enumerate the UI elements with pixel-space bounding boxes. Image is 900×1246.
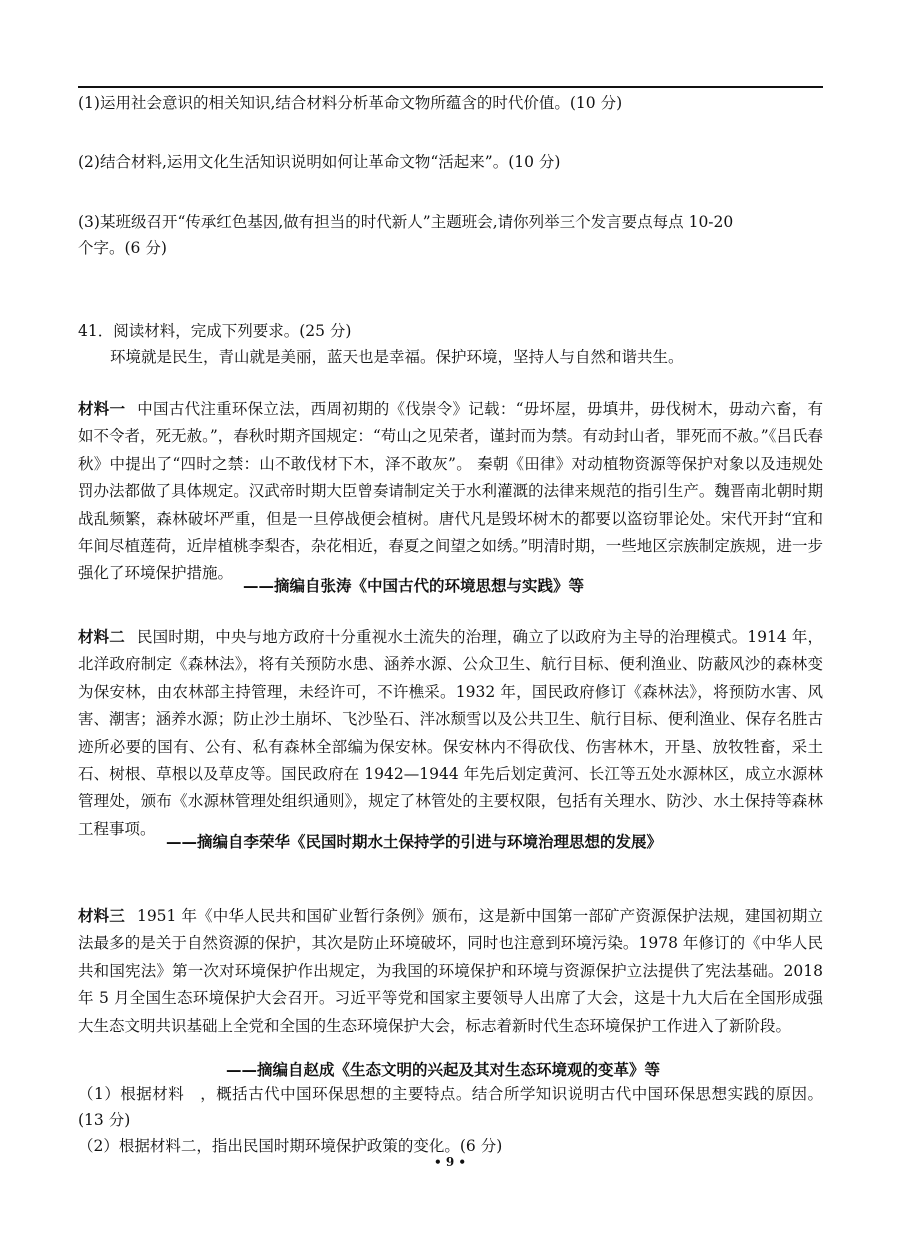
material-2-text: 民国时期，中央与地方政府十分重视水土流失的治理，确立了以政府为主导的治理模式。1914 年，北洋政府制定《森林法》，将有关预防水患、涵养水源、公众卫生、航行目标、便利渔业、防蔽风沙的森林变为保安林，由农林部主持管理，未经许可，不许樵采。1932 年，国民政府修订《森林法》，将预防水害、风害、潮害；涵养水源；防止沙土崩坏、飞沙坠石、泮冰颓雪以及公共卫生、航行目标、便利渔业、保存名胜古迹所必要的国有、公有、私有森林全部编为保安林。保安林内不得砍伐、伤害林木，开垦、放牧牲畜，采土石、树根、草根以及草皮等。国民政府在 1942—1944 年先后划定黄河、长江等五处水源林区，成立水源林管理处，颁布《水源林管理处组织通则》，规定了林管处的主要权限，包括有关理水、防沙、水土保持等森林工程事项。	[78, 628, 823, 838]
material-2-source: ——摘编自李荣华《民国时期水土保持学的引进与环境治理思想的发展》	[166, 833, 663, 851]
q40-item3-line2: 个字。(6 分)	[78, 239, 167, 257]
material-3	[78, 903, 823, 1040]
q41-question-1: （1）根据材料 ，概括古代中国环保思想的主要特点。结合所学知识说明古代中国环保思想实践的原因。(13 分)	[78, 1085, 823, 1129]
material-3-text: 1951 年《中华人民共和国矿业暂行条例》颁布，这是新中国第一部矿产资源保护法规，建国初期立法最多的是关于自然资源的保护，其次是防止环境破坏，同时也注意到环境污染。1978 年修订的《中华人民共和国宪法》第一次对环境保护作出规定，为我国的环境保护和环境与资源保护立法提供了宪法基础。2018 年 5 月全国生态环境保护大会召开。习近平等党和国家主要领导人出席了大会，这是十九大后在全国形成强大生态文明共识基础上全党和全国的生态环境保护大会，标志着新时代生态环境保护工作进入了新阶段。	[78, 907, 823, 1035]
q41-intro: 环境就是民生，青山就是美丽，蓝天也是幸福。保护环境，坚持人与自然和谐共生。	[110, 348, 684, 366]
q41-heading: 41．阅读材料，完成下列要求。(25 分)	[78, 322, 352, 340]
material-2-label: 材料二	[78, 628, 125, 646]
material-1-source: ——摘编自张涛《中国古代的环境思想与实践》等	[243, 577, 585, 595]
q40-item3-line1: (3)某班级召开“传承红色基因,做有担当的时代新人”主题班会,请你列举三个发言要点每点 10-20	[78, 213, 734, 231]
q41-question-2: （2）根据材料二，指出民国时期环境保护政策的变化。(6 分)	[78, 1137, 503, 1155]
material-1-label: 材料一	[78, 400, 126, 418]
material-3-label: 材料三	[78, 907, 125, 925]
material-3-source: ——摘编自赵成《生态文明的兴起及其对生态环境观的变革》等	[226, 1061, 661, 1079]
page-number: • 9 •	[433, 1155, 467, 1169]
q40-item1: (1)运用社会意识的相关知识,结合材料分析革命文物所蕴含的时代价值。(10 分)	[78, 94, 623, 112]
material-1-text: 中国古代注重环保立法，西周初期的《伐崇令》记载：“毋坏屋，毋填井，毋伐树木，毋动六畜，有如不令者，死无赦。”，春秋时期齐国规定：“苟山之见荣者，谨封而为禁。有动封山者，罪死而不赦。”《吕氏春秋》中提出了“四时之禁：山不敢伐材下木，泽不敢灰”。 秦朝《田律》对动植物资源等保护对象以及违规处罚办法都做了具体规定。汉武帝时期大臣曾奏请制定关于水利灌溉的法律来规范的指引生产。魏晋南北朝时期战乱频繁，森林破坏严重，但是一旦停战便会植树。唐代凡是毁坏树木的都要以盗窃罪论处。宋代开封“宜和年间尽植莲荷，近岸植桃李梨杏，杂花相近，春夏之间望之如绣。”明清时期，一些地区宗族制定族规，进一步强化了环境保护措施。	[78, 400, 823, 583]
material-1	[78, 396, 823, 588]
header-rule	[78, 86, 823, 88]
material-2	[78, 624, 823, 843]
q40-item2: (2)结合材料,运用文化生活知识说明如何让革命文物“活起来”。(10 分)	[78, 153, 561, 171]
